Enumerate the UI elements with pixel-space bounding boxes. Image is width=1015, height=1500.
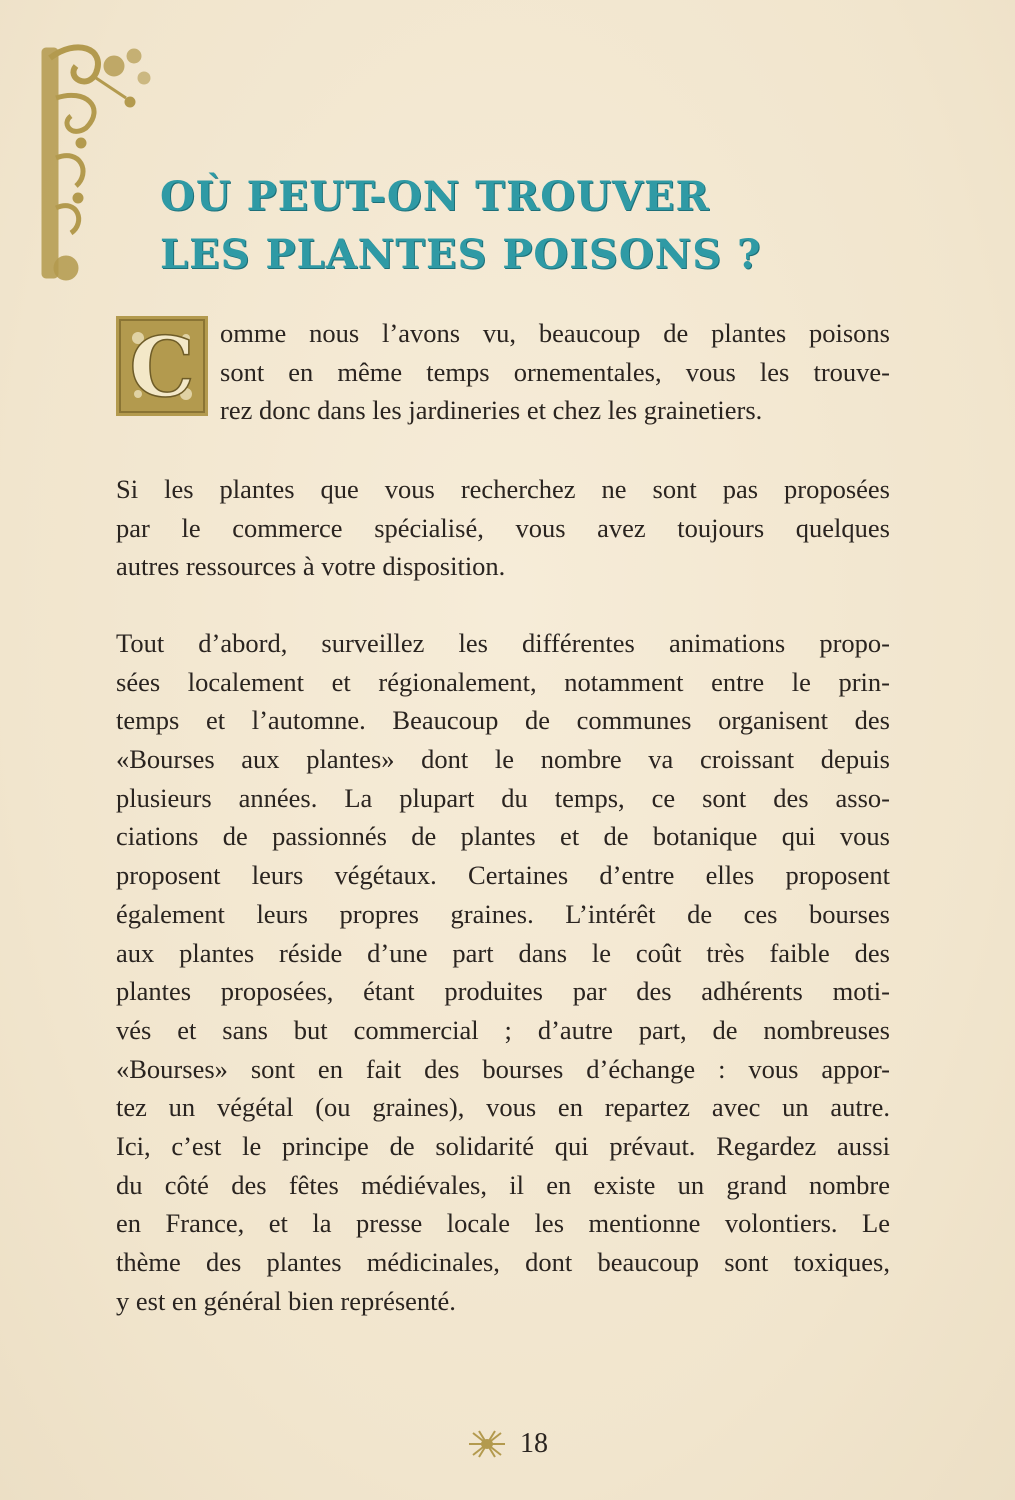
illuminated-letter-icon [116,316,208,416]
paragraph-line: rez donc dans les jardineries et chez les grainetiers. [220,395,763,426]
page-footer [0,1428,1015,1468]
paragraph-line: plusieurs années. La plupart du temps, ce sont des asso- [116,782,890,813]
paragraph-1 [220,314,890,430]
dropcap-letter: C [129,320,195,416]
paragraph-2 [116,470,890,586]
paragraph-line: temps et l’automne. Beaucoup de communes organisent des [116,705,890,736]
paragraph-line: Tout d’abord, surveillez les différentes animations propo- [116,628,890,658]
paragraph-line: sont en même temps ornementales, vous les trouve- [220,356,890,387]
paragraph-line: sées localement et régionalement, notamment entre le prin- [116,666,890,697]
paragraph-line: en France, et la presse locale les mentionne volontiers. Le [116,1208,890,1239]
paragraph-line: aux plantes réside d’une part dans le coût très faible des [116,937,890,968]
floral-vine-ornament-icon [36,38,156,288]
paragraph-line: également leurs propres graines. L’intérêt de ces bourses [116,898,890,929]
page-number: 18 [520,1428,549,1459]
paragraph-line: du côté des fêtes médiévales, il en existe un grand nombre [116,1169,890,1200]
paragraph-line: y est en général bien représenté. [116,1285,456,1316]
title-line-1: OÙ PEUT-ON TROUVER [160,173,710,220]
spider-star-icon [467,1429,507,1459]
paragraph-line: omme nous l’avons vu, beaucoup de plantes poisons [220,318,890,348]
paragraph-line: Ici, c’est le principe de solidarité qui prévaut. Regardez aussi [116,1130,890,1161]
paragraph-3 [116,624,890,1320]
paragraph-line: plantes proposées, étant produites par des adhérents moti- [116,976,890,1007]
title-line-2: LES PLANTES POISONS ? [160,231,762,278]
paragraph-line: ciations de passionnés de plantes et de botanique qui vous [116,821,890,852]
paragraph-line: proposent leurs végétaux. Certaines d’entre elles proposent [116,860,890,891]
paragraph-line: thème des plantes médicinales, dont beaucoup sont toxiques, [116,1247,890,1277]
page-title [160,168,860,284]
paragraph-line: vés et sans but commercial ; d’autre part, de nombreuses [116,1014,890,1045]
paragraph-line: «Bourses» sont en fait des bourses d’échange : vous appor- [116,1053,890,1084]
paragraph-line: par le commerce spécialisé, vous avez toujours quelques [116,512,890,543]
paragraph-line: Si les plantes que vous recherchez ne sont pas proposées [116,474,890,504]
paragraph-line: «Bourses aux plantes» dont le nombre va croissant depuis [116,744,890,775]
paragraph-line: tez un végétal (ou graines), vous en repartez avec un autre. [116,1092,890,1123]
paragraph-line: autres ressources à votre disposition. [116,551,506,582]
